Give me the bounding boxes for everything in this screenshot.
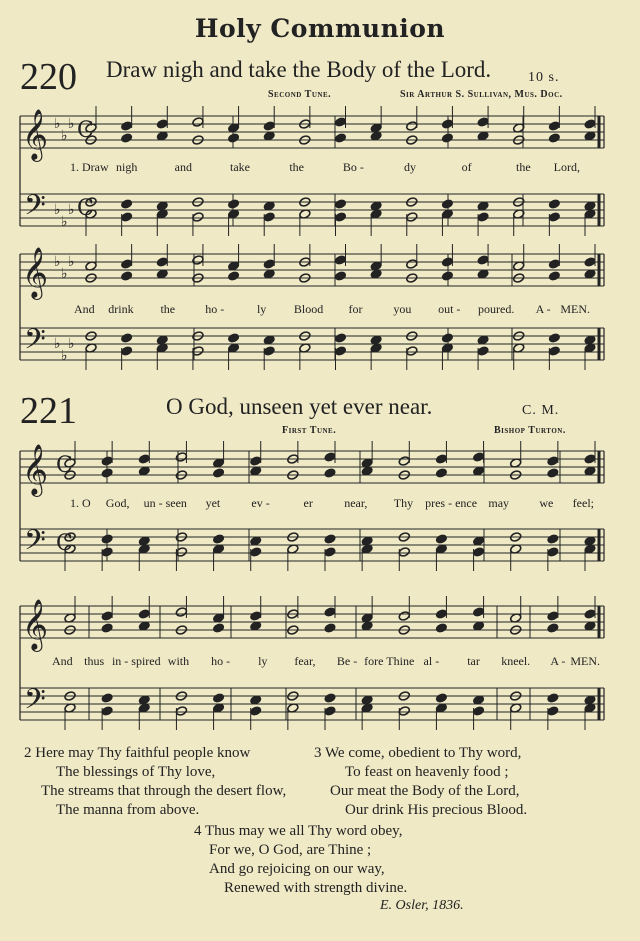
note-head xyxy=(548,333,560,344)
note-head xyxy=(334,271,346,282)
note-head xyxy=(548,271,560,282)
note-head xyxy=(435,468,447,479)
running-head: Holy Communion xyxy=(194,14,446,43)
flat-icon: ♭ xyxy=(54,116,61,132)
treble-clef-icon: 𝄞 xyxy=(22,599,49,650)
note-head xyxy=(547,693,559,704)
note-head xyxy=(406,121,418,132)
common-time-icon: C xyxy=(56,531,73,556)
flat-icon: ♭ xyxy=(68,116,75,132)
verse-3 xyxy=(314,744,527,820)
lyric-syllable: And xyxy=(74,302,95,316)
note-head xyxy=(227,199,239,210)
note-head xyxy=(584,609,596,620)
lyric-syllable: Lord, xyxy=(553,160,580,174)
lyric-syllable: Blood xyxy=(293,302,324,316)
note-head xyxy=(477,346,489,357)
lyric-syllable: fear, xyxy=(294,654,316,668)
lyric-syllable: the xyxy=(160,302,176,316)
lyric-syllable: er xyxy=(303,496,313,510)
lyric-syllable: and xyxy=(174,160,192,174)
note-head xyxy=(334,333,346,344)
flat-icon: ♭ xyxy=(61,128,68,144)
treble-clef-icon: 𝄞 xyxy=(22,247,49,298)
note-head xyxy=(250,547,262,558)
note-head xyxy=(334,133,346,144)
note-head xyxy=(120,271,132,282)
hymn-attribution xyxy=(380,898,464,914)
lyric-syllable: al - xyxy=(423,654,440,668)
verse-line: 3 We come, obedient to Thy word, xyxy=(314,745,522,761)
verse-line: 4 Thus may we all Thy word obey, xyxy=(194,823,403,839)
common-time-icon: C xyxy=(77,118,94,143)
note-head xyxy=(120,259,132,270)
hymn-title: Draw nigh and take the Body of the Lord. xyxy=(106,57,492,82)
note-head xyxy=(101,693,113,704)
note-head xyxy=(547,547,559,558)
note-head xyxy=(477,212,489,223)
lyric-syllable: ly xyxy=(258,654,268,668)
note-head xyxy=(250,456,262,467)
note-head xyxy=(156,257,168,268)
note-head xyxy=(548,133,560,144)
lyric-syllable: A - xyxy=(535,302,551,316)
lyric-syllable: ev - xyxy=(251,496,270,510)
flat-icon: ♭ xyxy=(68,336,75,352)
bass-clef-icon: 𝄢 xyxy=(24,323,46,363)
verse-line: Renewed with strength divine. xyxy=(224,880,408,896)
flat-icon: ♭ xyxy=(54,254,61,270)
bass-clef-icon: 𝄢 xyxy=(24,189,46,229)
note-head xyxy=(120,333,132,344)
lyric-syllable: And xyxy=(52,654,73,668)
lyric-syllable: out - xyxy=(438,302,461,316)
note-head xyxy=(334,199,346,210)
lyric-syllable: feel; xyxy=(572,496,594,510)
note-head xyxy=(334,255,346,266)
note-head xyxy=(101,623,113,634)
author-year: 1836. xyxy=(432,898,464,913)
note-head xyxy=(435,623,447,634)
note-head xyxy=(212,468,224,479)
verse-2 xyxy=(24,744,286,820)
lyric-syllable: may xyxy=(488,496,510,510)
lyric-syllable: Be - xyxy=(336,654,358,668)
note-head xyxy=(334,117,346,128)
verse-line: And go rejoicing on our way, xyxy=(209,861,385,877)
note-head xyxy=(398,547,410,558)
note-head xyxy=(435,693,447,704)
hymn-number: 221 xyxy=(20,390,77,432)
lyric-syllable: tar xyxy=(467,654,480,668)
verse-line: For we, O God, are Thine ; xyxy=(209,842,372,858)
note-head xyxy=(175,547,187,558)
flat-icon: ♭ xyxy=(68,254,75,270)
note-head xyxy=(334,212,346,223)
note-head xyxy=(175,607,187,618)
note-head xyxy=(441,119,453,130)
note-head xyxy=(584,454,596,465)
note-head xyxy=(324,452,336,463)
note-head xyxy=(548,121,560,132)
note-head xyxy=(441,199,453,210)
hymn-title: O God, unseen yet ever near. xyxy=(166,394,433,419)
note-head xyxy=(547,623,559,634)
note-head xyxy=(212,534,224,545)
lyric-syllable: thus xyxy=(84,654,105,668)
note-head xyxy=(263,212,275,223)
lyric-syllable: A - xyxy=(550,654,566,668)
note-head xyxy=(398,706,410,717)
flat-icon: ♭ xyxy=(61,214,68,230)
note-head xyxy=(584,119,596,130)
lyric-syllable: in - spired xyxy=(111,654,161,668)
lyric-syllable: ho - xyxy=(205,302,225,316)
note-head xyxy=(120,133,132,144)
flat-icon: ♭ xyxy=(61,266,68,282)
lyric-syllable: you xyxy=(393,302,412,316)
note-head xyxy=(175,452,187,463)
lyric-syllable: near, xyxy=(344,496,368,510)
note-head xyxy=(435,609,447,620)
lyric-syllable: the xyxy=(289,160,304,174)
note-head xyxy=(334,346,346,357)
note-head xyxy=(138,454,150,465)
note-head xyxy=(120,212,132,223)
lyric-syllable: the xyxy=(515,160,531,174)
treble-clef-icon: 𝄞 xyxy=(22,444,49,495)
note-head xyxy=(263,121,275,132)
note-head xyxy=(101,611,113,622)
note-head xyxy=(120,121,132,132)
note-head xyxy=(435,454,447,465)
note-head xyxy=(120,199,132,210)
note-head xyxy=(548,199,560,210)
lyric-syllable: yet xyxy=(205,496,221,510)
note-head xyxy=(548,259,560,270)
note-head xyxy=(250,706,262,717)
flat-icon: ♭ xyxy=(61,348,68,364)
note-head xyxy=(435,534,447,545)
lyric-syllable: with xyxy=(167,654,190,668)
lyric-syllable: nigh xyxy=(115,160,138,174)
lyric-syllable: MEN. xyxy=(560,302,590,316)
tune-label: First Tune. xyxy=(282,425,337,436)
lyric-syllable: Thy xyxy=(393,496,414,510)
note-head xyxy=(398,456,410,467)
lyric-syllable: of xyxy=(461,160,472,174)
note-head xyxy=(101,547,113,558)
lyric-syllable: 1. O xyxy=(70,496,91,510)
lyric-syllable: kneel. xyxy=(501,654,531,668)
note-head xyxy=(547,611,559,622)
note-head xyxy=(472,706,484,717)
note-head xyxy=(227,333,239,344)
verse-line: The blessings of Thy love, xyxy=(56,764,216,780)
note-head xyxy=(227,271,239,282)
note-head xyxy=(472,547,484,558)
note-head xyxy=(324,547,336,558)
note-head xyxy=(101,534,113,545)
note-head xyxy=(212,693,224,704)
note-head xyxy=(406,346,418,357)
lyric-syllable: God, xyxy=(105,496,130,510)
note-head xyxy=(547,456,559,467)
verse-line: 2 Here may Thy faithful people know xyxy=(24,745,251,761)
composer: Bishop Turton. xyxy=(494,425,566,436)
note-head xyxy=(192,117,204,128)
note-head xyxy=(227,133,239,144)
note-head xyxy=(250,611,262,622)
note-head xyxy=(472,452,484,463)
note-head xyxy=(263,259,275,270)
note-head xyxy=(192,212,204,223)
verse-4 xyxy=(194,822,407,898)
lyric-syllable: ly xyxy=(256,302,267,316)
lyric-syllable: drink xyxy=(108,302,134,316)
note-head xyxy=(101,706,113,717)
lyric-syllable: un - seen xyxy=(143,496,187,510)
verse-line: Our meat the Body of the Lord, xyxy=(330,783,520,799)
hymn-meter: 10 s. xyxy=(528,70,560,85)
note-head xyxy=(156,119,168,130)
note-head xyxy=(324,468,336,479)
note-head xyxy=(477,255,489,266)
treble-clef-icon: 𝄞 xyxy=(22,109,49,160)
note-head xyxy=(584,257,596,268)
note-head xyxy=(324,534,336,545)
flat-icon: ♭ xyxy=(68,202,75,218)
verse-line: The streams that through the desert flow, xyxy=(41,783,287,799)
flat-icon: ♭ xyxy=(54,336,61,352)
note-head xyxy=(175,706,187,717)
note-head xyxy=(441,271,453,282)
note-head xyxy=(101,468,113,479)
composer: Sir Arthur S. Sullivan, Mus. Doc. xyxy=(400,89,563,100)
lyric-syllable: pres - ence xyxy=(425,496,478,510)
lyric-syllable: Bo - xyxy=(342,160,364,174)
hymn-meter: C. M. xyxy=(522,403,560,418)
note-head xyxy=(324,623,336,634)
lyric-syllable: dy xyxy=(404,160,416,174)
tune-label: Second Tune. xyxy=(268,89,332,100)
lyric-syllable: poured. xyxy=(478,302,515,316)
note-head xyxy=(212,623,224,634)
lyric-syllable: ho - xyxy=(211,654,231,668)
author-name: E. Osler, xyxy=(380,898,429,913)
note-head xyxy=(547,706,559,717)
verse-line: The manna from above. xyxy=(56,802,200,818)
flat-icon: ♭ xyxy=(54,202,61,218)
note-head xyxy=(324,607,336,618)
note-head xyxy=(324,693,336,704)
common-time-icon: C xyxy=(77,196,94,221)
lyric-syllable: we xyxy=(539,496,554,510)
common-time-icon: C xyxy=(56,453,73,478)
lyric-syllable: for xyxy=(348,302,363,316)
bass-clef-icon: 𝄢 xyxy=(24,683,46,723)
lyric-syllable: MEN. xyxy=(570,654,600,668)
lyric-syllable: fore Thine xyxy=(364,654,415,668)
verse-line: Our drink His precious Blood. xyxy=(345,802,528,818)
note-head xyxy=(548,212,560,223)
note-head xyxy=(406,212,418,223)
note-head xyxy=(138,609,150,620)
note-head xyxy=(472,607,484,618)
note-head xyxy=(101,456,113,467)
note-head xyxy=(120,346,132,357)
note-head xyxy=(548,346,560,357)
verse-line: To feast on heavenly food ; xyxy=(345,764,509,780)
note-head xyxy=(547,534,559,545)
note-head xyxy=(324,706,336,717)
note-head xyxy=(441,257,453,268)
hymn-number: 220 xyxy=(20,56,77,98)
lyric-syllable: take xyxy=(230,160,250,174)
note-head xyxy=(398,611,410,622)
note-head xyxy=(441,333,453,344)
note-head xyxy=(263,346,275,357)
lyric-syllable: 1. Draw xyxy=(70,160,109,174)
bass-clef-icon: 𝄢 xyxy=(24,524,46,564)
note-head xyxy=(547,468,559,479)
note-head xyxy=(441,133,453,144)
note-head xyxy=(477,117,489,128)
note-head xyxy=(406,259,418,270)
